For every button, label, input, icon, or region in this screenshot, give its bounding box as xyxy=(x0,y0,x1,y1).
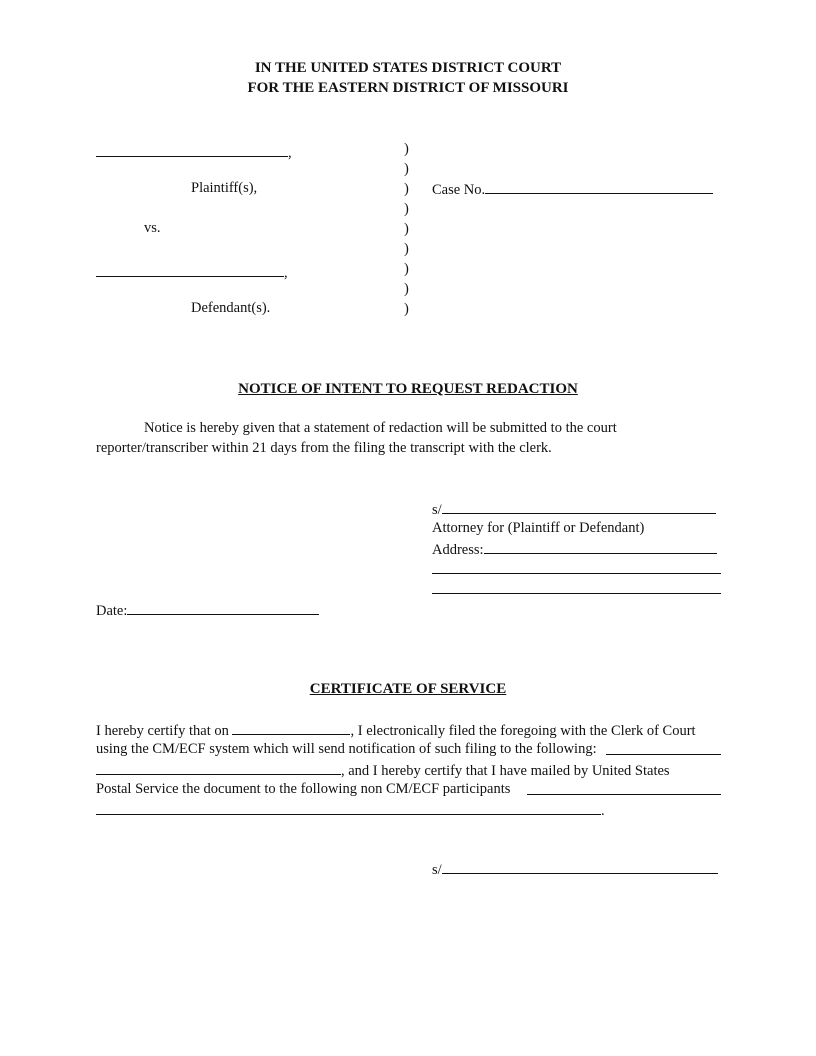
caption-paren: ) xyxy=(404,161,409,177)
date-blank[interactable] xyxy=(127,599,319,615)
court-heading-line2: FOR THE EASTERN DISTRICT OF MISSOURI xyxy=(247,80,569,96)
certificate-line1-end: , I electronically filed the foregoing with the Clerk of Court xyxy=(350,723,696,739)
versus-label: vs. xyxy=(144,220,161,236)
certificate-line4 xyxy=(96,779,736,799)
case-number-field[interactable] xyxy=(432,178,713,200)
caption-paren: ) xyxy=(404,281,409,297)
caption-paren: ) xyxy=(404,221,409,237)
date-field[interactable] xyxy=(96,599,319,621)
address-field[interactable] xyxy=(432,538,717,560)
certificate-line5-period: . xyxy=(601,803,605,819)
certificate-signature-blank[interactable] xyxy=(442,858,718,874)
attorney-signature-blank[interactable] xyxy=(442,498,716,514)
plaintiff-comma: , xyxy=(288,145,292,161)
case-number-label: Case No. xyxy=(432,182,486,198)
certificate-signature-prefix: s/ xyxy=(432,862,442,878)
defendant-name-field[interactable] xyxy=(96,261,288,283)
court-heading-line1: IN THE UNITED STATES DISTRICT COURT xyxy=(254,60,562,76)
certificate-line4-text: Postal Service the document to the following non CM/ECF participants xyxy=(96,781,511,797)
case-number-blank[interactable] xyxy=(485,178,713,194)
date-label: Date: xyxy=(96,603,128,619)
caption-paren: ) xyxy=(404,181,409,197)
defendant-label: Defendant(s). xyxy=(191,300,271,316)
filing-date-blank[interactable] xyxy=(232,719,350,735)
address-line-2[interactable] xyxy=(432,573,721,574)
certificate-signature-field[interactable] xyxy=(432,858,718,880)
address-label: Address: xyxy=(432,542,484,558)
notice-text-line1: Notice is hereby given that a statement of redaction will be submitted to the court xyxy=(144,420,617,436)
non-cmecf-participants-blank[interactable] xyxy=(527,794,721,795)
certificate-line3-text: , and I hereby certify that I have mailed by United States xyxy=(341,763,670,779)
caption-paren: ) xyxy=(404,261,409,277)
certificate-line2 xyxy=(96,739,736,759)
notice-text-line2: reporter/transcriber within 21 days from the filing the transcript with the clerk. xyxy=(96,440,552,456)
certificate-title: CERTIFICATE OF SERVICE xyxy=(309,681,507,697)
signature-prefix: s/ xyxy=(432,502,442,518)
certificate-line1 xyxy=(96,719,736,741)
plaintiff-label: Plaintiff(s), xyxy=(191,180,258,196)
cmecf-recipients-blank-2[interactable] xyxy=(96,759,341,775)
caption-paren: ) xyxy=(404,301,409,317)
address-blank[interactable] xyxy=(484,538,717,554)
notice-title: NOTICE OF INTENT TO REQUEST REDACTION xyxy=(238,381,578,397)
plaintiff-name-blank[interactable] xyxy=(96,141,288,157)
cmecf-recipients-blank[interactable] xyxy=(606,754,721,755)
non-cmecf-participants-blank-2[interactable] xyxy=(96,799,601,815)
caption-paren: ) xyxy=(404,141,409,157)
certificate-line3 xyxy=(96,759,736,781)
certificate-line1-start: I hereby certify that on xyxy=(96,723,229,739)
certificate-line2-text: using the CM/ECF system which will send notification of such filing to the following: xyxy=(96,741,597,757)
certificate-line5 xyxy=(96,799,736,821)
address-line-3[interactable] xyxy=(432,593,721,594)
attorney-for-label: Attorney for (Plaintiff or Defendant) xyxy=(432,520,645,536)
caption-paren: ) xyxy=(404,201,409,217)
plaintiff-name-field[interactable] xyxy=(96,141,292,163)
defendant-comma: , xyxy=(284,265,288,281)
defendant-name-blank[interactable] xyxy=(96,261,284,277)
attorney-signature-field[interactable] xyxy=(432,498,716,520)
caption-paren: ) xyxy=(404,241,409,257)
